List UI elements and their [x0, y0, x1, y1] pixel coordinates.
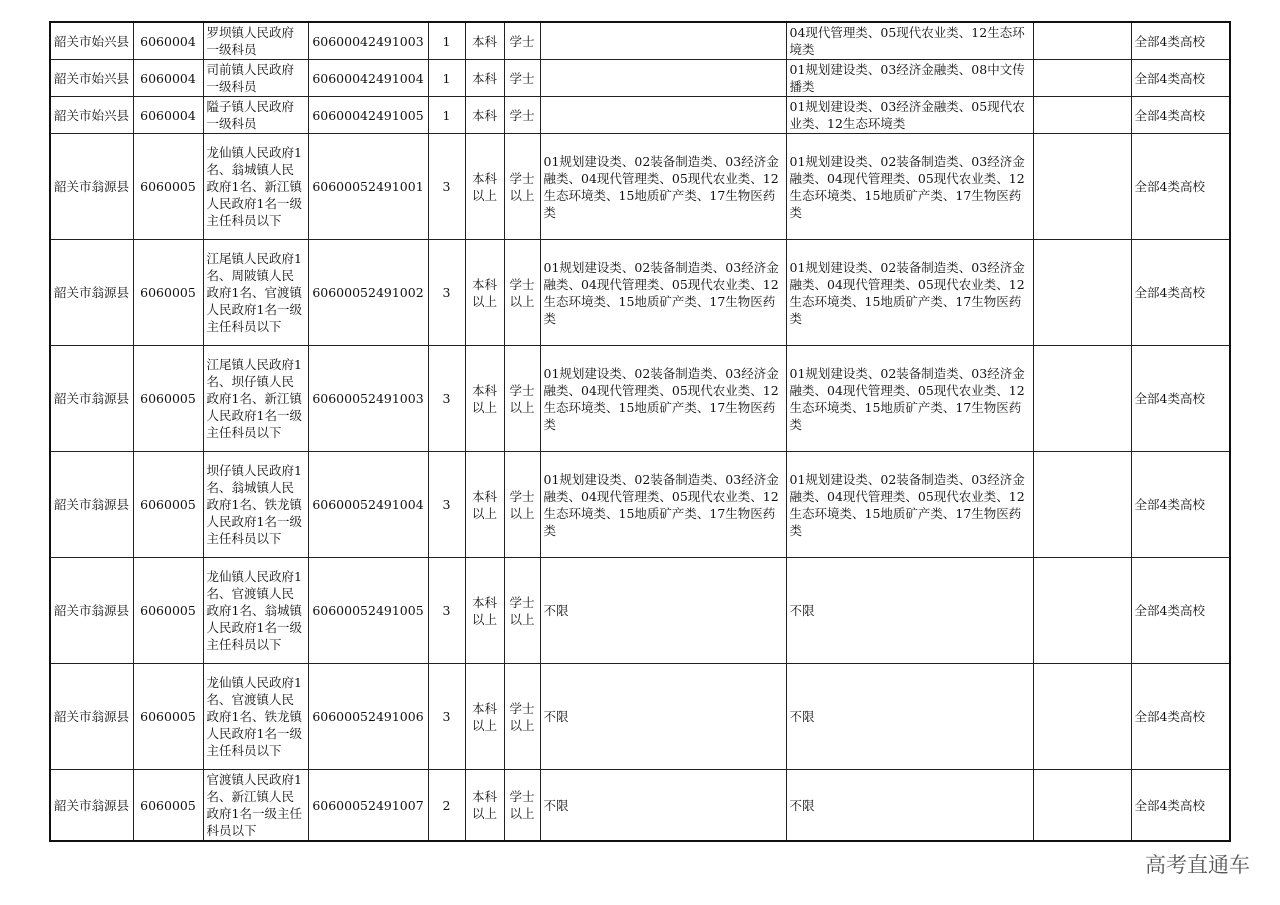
table-body	[50, 22, 1230, 841]
cell-unit-code: 6060005	[133, 240, 203, 346]
cell-education: 本科以上	[465, 134, 504, 240]
cell-major-b: 04现代管理类、05现代农业类、12生态环境类	[786, 22, 1033, 60]
cell-major-b: 不限	[786, 664, 1033, 770]
cell-other	[1033, 60, 1131, 97]
watermark: 高考直通车	[1145, 853, 1250, 877]
cell-unit-code: 6060005	[133, 558, 203, 664]
cell-degree: 学士	[504, 60, 540, 97]
cell-school: 全部4类高校	[1131, 452, 1230, 558]
cell-major-b: 01规划建设类、03经济金融类、08中文传播类	[786, 60, 1033, 97]
cell-post-code: 60600052491003	[308, 346, 428, 452]
cell-school: 全部4类高校	[1131, 240, 1230, 346]
cell-school: 全部4类高校	[1131, 22, 1230, 60]
cell-region: 韶关市始兴县	[50, 22, 133, 60]
cell-region: 韶关市始兴县	[50, 97, 133, 134]
cell-post-code: 60600052491004	[308, 452, 428, 558]
cell-position: 龙仙镇人民政府1名、翁城镇人民政府1名、新江镇人民政府1名一级主任科员以下	[203, 134, 308, 240]
cell-post-code: 60600052491001	[308, 134, 428, 240]
cell-count: 3	[428, 664, 465, 770]
table-row	[50, 22, 1230, 60]
cell-position: 司前镇人民政府一级科员	[203, 60, 308, 97]
cell-count: 3	[428, 134, 465, 240]
cell-unit-code: 6060005	[133, 770, 203, 842]
cell-region: 韶关市翁源县	[50, 346, 133, 452]
cell-post-code: 60600052491006	[308, 664, 428, 770]
cell-education: 本科	[465, 60, 504, 97]
cell-school: 全部4类高校	[1131, 346, 1230, 452]
cell-region: 韶关市始兴县	[50, 60, 133, 97]
cell-major-a: 不限	[540, 770, 786, 842]
cell-unit-code: 6060004	[133, 60, 203, 97]
cell-degree: 学士以上	[504, 452, 540, 558]
cell-position: 罗坝镇人民政府一级科员	[203, 22, 308, 60]
cell-other	[1033, 664, 1131, 770]
cell-degree: 学士以上	[504, 346, 540, 452]
cell-position: 龙仙镇人民政府1名、官渡镇人民政府1名、翁城镇人民政府1名一级主任科员以下	[203, 558, 308, 664]
cell-unit-code: 6060005	[133, 134, 203, 240]
table-row	[50, 97, 1230, 134]
cell-position: 官渡镇人民政府1名、新江镇人民政府1名一级主任科员以下	[203, 770, 308, 842]
cell-major-b: 01规划建设类、03经济金融类、05现代农业类、12生态环境类	[786, 97, 1033, 134]
cell-count: 1	[428, 22, 465, 60]
table-row	[50, 770, 1230, 842]
cell-other	[1033, 346, 1131, 452]
cell-major-b: 不限	[786, 558, 1033, 664]
cell-position: 坝仔镇人民政府1名、翁城镇人民政府1名、铁龙镇人民政府1名一级主任科员以下	[203, 452, 308, 558]
cell-count: 3	[428, 240, 465, 346]
cell-education: 本科以上	[465, 770, 504, 842]
cell-count: 3	[428, 558, 465, 664]
cell-unit-code: 6060004	[133, 97, 203, 134]
cell-education: 本科以上	[465, 240, 504, 346]
cell-post-code: 60600052491002	[308, 240, 428, 346]
cell-degree: 学士以上	[504, 770, 540, 842]
cell-major-a	[540, 97, 786, 134]
cell-count: 3	[428, 452, 465, 558]
cell-post-code: 60600042491003	[308, 22, 428, 60]
cell-other	[1033, 240, 1131, 346]
cell-unit-code: 6060004	[133, 22, 203, 60]
table-row	[50, 134, 1230, 240]
cell-education: 本科	[465, 97, 504, 134]
cell-major-a	[540, 60, 786, 97]
cell-major-b: 01规划建设类、02装备制造类、03经济金融类、04现代管理类、05现代农业类、12生态环境类、15地质矿产类、17生物医药类	[786, 452, 1033, 558]
cell-post-code: 60600052491005	[308, 558, 428, 664]
cell-position: 龙仙镇人民政府1名、官渡镇人民政府1名、铁龙镇人民政府1名一级主任科员以下	[203, 664, 308, 770]
cell-position: 江尾镇人民政府1名、坝仔镇人民政府1名、新江镇人民政府1名一级主任科员以下	[203, 346, 308, 452]
cell-degree: 学士	[504, 97, 540, 134]
cell-major-a: 不限	[540, 664, 786, 770]
cell-degree: 学士以上	[504, 558, 540, 664]
cell-other	[1033, 770, 1131, 842]
cell-education: 本科	[465, 22, 504, 60]
recruitment-table	[49, 21, 1231, 842]
cell-position: 江尾镇人民政府1名、周陂镇人民政府1名、官渡镇人民政府1名一级主任科员以下	[203, 240, 308, 346]
cell-major-a: 不限	[540, 558, 786, 664]
cell-position: 隘子镇人民政府一级科员	[203, 97, 308, 134]
cell-degree: 学士	[504, 22, 540, 60]
cell-region: 韶关市翁源县	[50, 240, 133, 346]
cell-count: 1	[428, 60, 465, 97]
cell-post-code: 60600042491004	[308, 60, 428, 97]
table-row	[50, 240, 1230, 346]
cell-other	[1033, 452, 1131, 558]
cell-education: 本科以上	[465, 452, 504, 558]
cell-school: 全部4类高校	[1131, 558, 1230, 664]
cell-other	[1033, 134, 1131, 240]
cell-major-a: 01规划建设类、02装备制造类、03经济金融类、04现代管理类、05现代农业类、12生态环境类、15地质矿产类、17生物医药类	[540, 240, 786, 346]
cell-region: 韶关市翁源县	[50, 452, 133, 558]
cell-major-b: 不限	[786, 770, 1033, 842]
table-row	[50, 664, 1230, 770]
cell-school: 全部4类高校	[1131, 134, 1230, 240]
table-row	[50, 558, 1230, 664]
cell-count: 3	[428, 346, 465, 452]
cell-school: 全部4类高校	[1131, 664, 1230, 770]
cell-education: 本科以上	[465, 346, 504, 452]
cell-major-b: 01规划建设类、02装备制造类、03经济金融类、04现代管理类、05现代农业类、12生态环境类、15地质矿产类、17生物医药类	[786, 346, 1033, 452]
cell-degree: 学士以上	[504, 240, 540, 346]
table-row	[50, 346, 1230, 452]
cell-major-b: 01规划建设类、02装备制造类、03经济金融类、04现代管理类、05现代农业类、12生态环境类、15地质矿产类、17生物医药类	[786, 134, 1033, 240]
cell-major-a	[540, 22, 786, 60]
cell-count: 1	[428, 97, 465, 134]
cell-school: 全部4类高校	[1131, 770, 1230, 842]
cell-education: 本科以上	[465, 558, 504, 664]
cell-region: 韶关市翁源县	[50, 664, 133, 770]
cell-major-a: 01规划建设类、02装备制造类、03经济金融类、04现代管理类、05现代农业类、12生态环境类、15地质矿产类、17生物医药类	[540, 452, 786, 558]
cell-count: 2	[428, 770, 465, 842]
cell-education: 本科以上	[465, 664, 504, 770]
cell-unit-code: 6060005	[133, 664, 203, 770]
cell-other	[1033, 97, 1131, 134]
cell-major-b: 01规划建设类、02装备制造类、03经济金融类、04现代管理类、05现代农业类、12生态环境类、15地质矿产类、17生物医药类	[786, 240, 1033, 346]
cell-degree: 学士以上	[504, 134, 540, 240]
cell-region: 韶关市翁源县	[50, 558, 133, 664]
cell-unit-code: 6060005	[133, 346, 203, 452]
cell-school: 全部4类高校	[1131, 60, 1230, 97]
cell-post-code: 60600052491007	[308, 770, 428, 842]
cell-region: 韶关市翁源县	[50, 770, 133, 842]
cell-unit-code: 6060005	[133, 452, 203, 558]
cell-other	[1033, 558, 1131, 664]
cell-major-a: 01规划建设类、02装备制造类、03经济金融类、04现代管理类、05现代农业类、12生态环境类、15地质矿产类、17生物医药类	[540, 346, 786, 452]
cell-school: 全部4类高校	[1131, 97, 1230, 134]
table-row	[50, 452, 1230, 558]
cell-post-code: 60600042491005	[308, 97, 428, 134]
table-row	[50, 60, 1230, 97]
cell-other	[1033, 22, 1131, 60]
cell-region: 韶关市翁源县	[50, 134, 133, 240]
cell-major-a: 01规划建设类、02装备制造类、03经济金融类、04现代管理类、05现代农业类、12生态环境类、15地质矿产类、17生物医药类	[540, 134, 786, 240]
cell-degree: 学士以上	[504, 664, 540, 770]
